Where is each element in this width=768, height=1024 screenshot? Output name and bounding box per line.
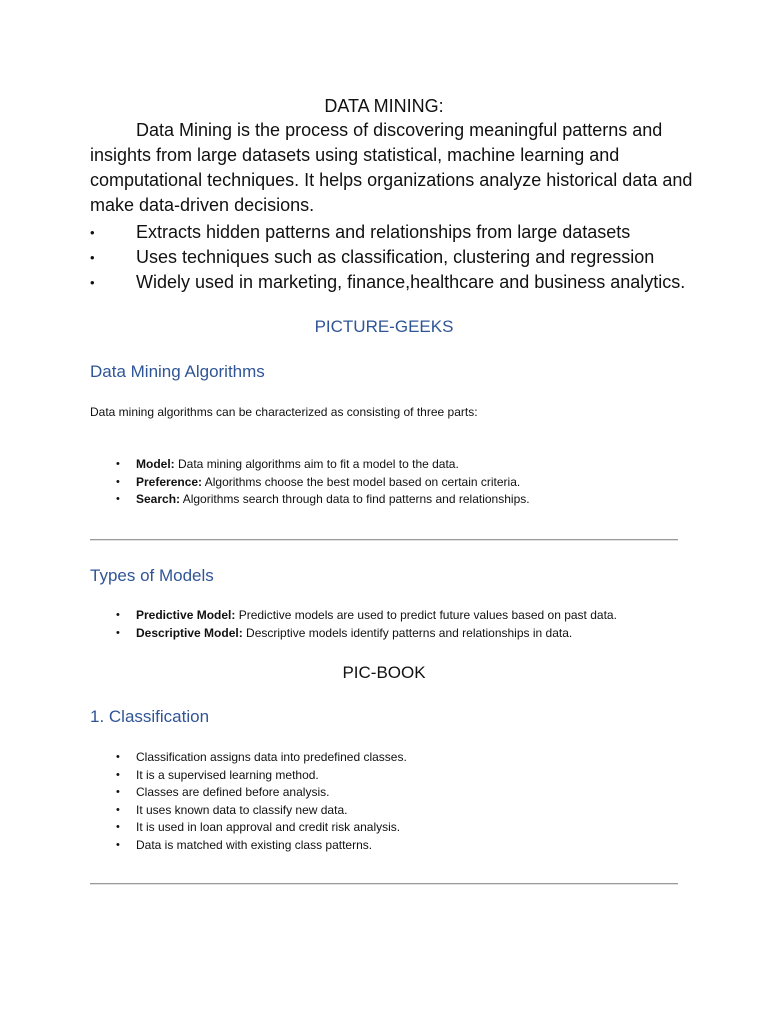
intro-text: Data Mining is the process of discovering meaningful patterns and insights from large datasets using statistical, machine learning and computational techniques. It helps organizations analyze historical data and make data-driven decisions.: [90, 120, 693, 215]
pic-book-heading: PIC-BOOK: [342, 663, 426, 682]
list-item: • Widely used in marketing, finance,healthcare and business analytics.: [90, 270, 730, 295]
list-item: • Classification assigns data into predefined classes.: [90, 749, 710, 767]
list-item-term: Model:: [136, 457, 175, 471]
list-item-desc: Algorithms search through data to find patterns and relationships.: [180, 492, 530, 506]
models-list: [90, 607, 710, 642]
list-item: • Extracts hidden patterns and relationships from large datasets: [90, 220, 730, 245]
algorithms-intro-text: Data mining algorithms can be characterized as consisting of three parts:: [90, 405, 478, 419]
list-item: • Classes are defined before analysis.: [90, 784, 710, 802]
intro-indent: [90, 120, 136, 140]
list-item: [90, 607, 710, 625]
list-item-term: Search:: [136, 492, 181, 506]
list-item-desc: Predictive models are used to predict future values based on past data.: [235, 608, 617, 622]
list-item: • It uses known data to classify new data.: [90, 802, 710, 820]
classification-heading: 1. Classification: [90, 707, 210, 726]
intro-bullet-list: [90, 220, 730, 295]
algorithms-list: [90, 456, 710, 509]
list-item: • Uses techniques such as classification, clustering and regression: [90, 245, 730, 270]
list-item: [90, 474, 710, 492]
list-item-desc: Data mining algorithms aim to fit a model to the data.: [174, 457, 459, 471]
list-item-term: Predictive Model:: [136, 608, 236, 622]
list-item: [90, 625, 710, 643]
list-item: • It is used in loan approval and credit risk analysis.: [90, 819, 710, 837]
list-item: [90, 456, 710, 474]
classification-list: [90, 749, 710, 854]
horizontal-divider: [90, 539, 678, 541]
list-item-term: Preference:: [136, 474, 203, 489]
list-item-term: Descriptive Model:: [136, 625, 243, 640]
list-item-desc: Descriptive models identify patterns and relationships in data.: [242, 625, 573, 640]
list-item: • It is a supervised learning method.: [90, 767, 710, 785]
list-item-desc: Algorithms choose the best model based on certain criteria.: [202, 474, 521, 489]
horizontal-divider: [90, 883, 678, 885]
list-item: • Data is matched with existing class patterns.: [90, 837, 710, 855]
intro-paragraph: [90, 118, 710, 218]
picture-geeks-heading: PICTURE-GEEKS: [314, 317, 454, 336]
models-heading: Types of Models: [90, 566, 214, 585]
page-title: DATA MINING:: [324, 96, 444, 116]
list-item: [90, 491, 710, 509]
algorithms-heading: Data Mining Algorithms: [90, 362, 265, 381]
